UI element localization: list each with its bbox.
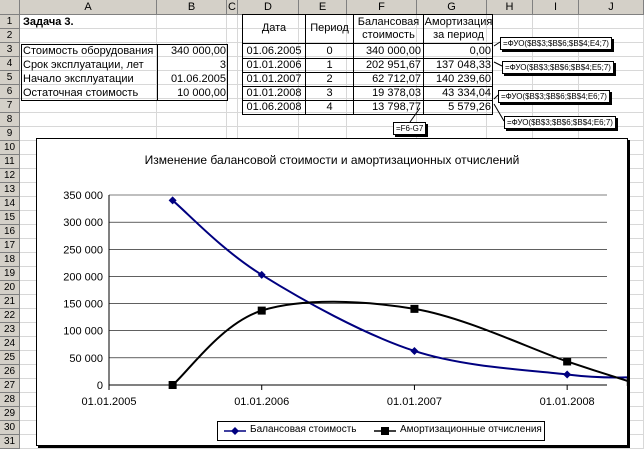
data-point-amortization	[563, 357, 571, 365]
row-header-19[interactable]: 19	[0, 267, 20, 281]
param-label-life[interactable]: Срок эксплуатации, лет	[23, 59, 144, 72]
header-balance-2[interactable]: стоимость	[354, 29, 423, 42]
x-tick-label: 01.01.2008	[540, 396, 595, 408]
column-header-F[interactable]: F	[347, 0, 417, 15]
row-header-13[interactable]: 13	[0, 183, 20, 197]
table-cell-period[interactable]: 2	[306, 73, 353, 86]
x-tick-label: 01.01.2005	[81, 396, 136, 408]
header-period[interactable]: Период	[306, 22, 353, 35]
column-header-G[interactable]: G	[417, 0, 487, 15]
header-amort-1[interactable]: Амортизация	[424, 16, 493, 29]
table-cell-date[interactable]: 01.01.2007	[243, 73, 305, 86]
row-header-20[interactable]: 20	[0, 281, 20, 295]
x-tick-label: 01.01.2006	[234, 396, 289, 408]
row-header-12[interactable]: 12	[0, 169, 20, 183]
table-cell-date[interactable]: 01.06.2008	[243, 101, 305, 114]
table-cell-amort[interactable]: 43 334,04	[424, 87, 491, 100]
column-header-B[interactable]: B	[157, 0, 227, 15]
header-date[interactable]: Дата	[243, 22, 305, 35]
data-point-balance	[563, 370, 571, 378]
data-point-amortization	[169, 381, 177, 389]
row-header-23[interactable]: 23	[0, 323, 20, 337]
y-tick-label: 250 000	[63, 244, 103, 256]
row-header-6[interactable]: 6	[0, 85, 20, 99]
table-cell-amort[interactable]: 137 048,33	[424, 59, 491, 72]
table-cell-date[interactable]: 01.01.2008	[243, 87, 305, 100]
data-point-balance	[410, 347, 418, 355]
table-cell-amort[interactable]: 5 579,26	[424, 101, 491, 114]
row-header-16[interactable]: 16	[0, 225, 20, 239]
header-amort-2[interactable]: за период	[424, 29, 493, 42]
y-tick-label: 100 000	[63, 326, 103, 338]
table-cell-period[interactable]: 3	[306, 87, 353, 100]
row-header-25[interactable]: 25	[0, 351, 20, 365]
param-value-life[interactable]: 3	[160, 59, 226, 72]
chart-title[interactable]: Изменение балансовой стоимости и амортизационных отчислений	[37, 153, 627, 167]
series-line-balance	[173, 200, 627, 377]
legend-label-amort: Амортизационные отчисления	[400, 422, 542, 438]
data-point-amortization	[258, 307, 266, 315]
table-cell-period[interactable]: 0	[306, 45, 353, 58]
row-header-30[interactable]: 30	[0, 421, 20, 435]
column-header-E[interactable]: E	[299, 0, 347, 15]
chart-legend[interactable]	[217, 421, 545, 441]
series-line-amortization	[173, 302, 627, 385]
y-tick-label: 300 000	[63, 217, 103, 229]
row-header-31[interactable]: 31	[0, 435, 20, 449]
table-cell-date[interactable]: 01.06.2005	[243, 45, 305, 58]
row-header-15[interactable]: 15	[0, 211, 20, 225]
formula-callout: =F6-G7	[393, 122, 426, 135]
table-cell-balance[interactable]: 202 951,67	[354, 59, 421, 72]
column-header-I[interactable]: I	[533, 0, 579, 15]
formula-callout: =ФУО($B$3;$B$6;$B$4;E5;7)	[502, 61, 614, 74]
column-header-J[interactable]: J	[579, 0, 644, 15]
row-header-1[interactable]: 1	[0, 15, 20, 29]
param-label-cost[interactable]: Стоимость оборудования	[23, 45, 153, 58]
y-tick-label: 0	[97, 380, 103, 392]
row-header-11[interactable]: 11	[0, 155, 20, 169]
table-cell-amort[interactable]: 0,00	[424, 45, 491, 58]
table-cell-balance[interactable]: 19 378,03	[354, 87, 421, 100]
row-header-2[interactable]: 2	[0, 29, 20, 43]
row-header-24[interactable]: 24	[0, 337, 20, 351]
row-header-28[interactable]: 28	[0, 393, 20, 407]
task-title[interactable]: Задача 3.	[23, 16, 74, 29]
row-header-14[interactable]: 14	[0, 197, 20, 211]
column-header-A[interactable]: A	[20, 0, 157, 15]
header-balance-1[interactable]: Балансовая	[354, 16, 423, 29]
column-header-H[interactable]: H	[487, 0, 533, 15]
param-value-salvage[interactable]: 10 000,00	[160, 87, 226, 100]
table-cell-balance[interactable]: 62 712,07	[354, 73, 421, 86]
y-tick-label: 350 000	[63, 190, 103, 202]
chart-plot[interactable]	[37, 139, 627, 419]
chart-area[interactable]	[36, 138, 628, 446]
param-value-cost[interactable]: 340 000,00	[160, 45, 226, 58]
table-cell-amort[interactable]: 140 239,60	[424, 73, 491, 86]
row-header-4[interactable]: 4	[0, 57, 20, 71]
legend-marker-balance	[224, 425, 246, 437]
y-tick-label: 50 000	[69, 353, 103, 365]
row-header-22[interactable]: 22	[0, 309, 20, 323]
y-tick-label: 200 000	[63, 271, 103, 283]
row-header-18[interactable]: 18	[0, 253, 20, 267]
formula-callout: =ФУО($B$3;$B$6;$B$4;E6;7)	[504, 116, 616, 129]
x-tick-label: 01.01.2007	[387, 396, 442, 408]
formula-callout: =ФУО($B$3;$B$6;$B$4;E6;7)	[498, 90, 610, 103]
param-label-start[interactable]: Начало эксплуатации	[23, 73, 134, 86]
row-header-3[interactable]: 3	[0, 43, 20, 57]
param-label-salvage[interactable]: Остаточная стоимость	[23, 87, 138, 100]
row-header-5[interactable]: 5	[0, 71, 20, 85]
table-cell-period[interactable]: 1	[306, 59, 353, 72]
row-header-27[interactable]: 27	[0, 379, 20, 393]
formula-callout: =ФУО($B$3;$B$6;$B$4;E4;7)	[500, 37, 612, 50]
table-cell-balance[interactable]: 340 000,00	[354, 45, 421, 58]
legend-marker-amort	[374, 425, 396, 437]
row-header-9[interactable]: 9	[0, 127, 20, 141]
callout-arrows	[0, 0, 644, 160]
row-header-26[interactable]: 26	[0, 365, 20, 379]
table-cell-balance[interactable]: 13 798,77	[354, 101, 421, 114]
column-header-D[interactable]: D	[238, 0, 299, 15]
row-header-21[interactable]: 21	[0, 295, 20, 309]
row-header-7[interactable]: 7	[0, 99, 20, 113]
y-tick-label: 150 000	[63, 299, 103, 311]
row-header-17[interactable]: 17	[0, 239, 20, 253]
param-value-start[interactable]: 01.06.2005	[160, 73, 226, 86]
legend-label-balance: Балансовая стоимость	[250, 422, 357, 438]
table-cell-date[interactable]: 01.01.2006	[243, 59, 305, 72]
row-header-10[interactable]: 10	[0, 141, 20, 155]
table-cell-period[interactable]: 4	[306, 101, 353, 114]
column-header-C[interactable]: C	[227, 0, 238, 15]
data-point-amortization	[410, 305, 418, 313]
row-header-8[interactable]: 8	[0, 113, 20, 127]
row-header-29[interactable]: 29	[0, 407, 20, 421]
